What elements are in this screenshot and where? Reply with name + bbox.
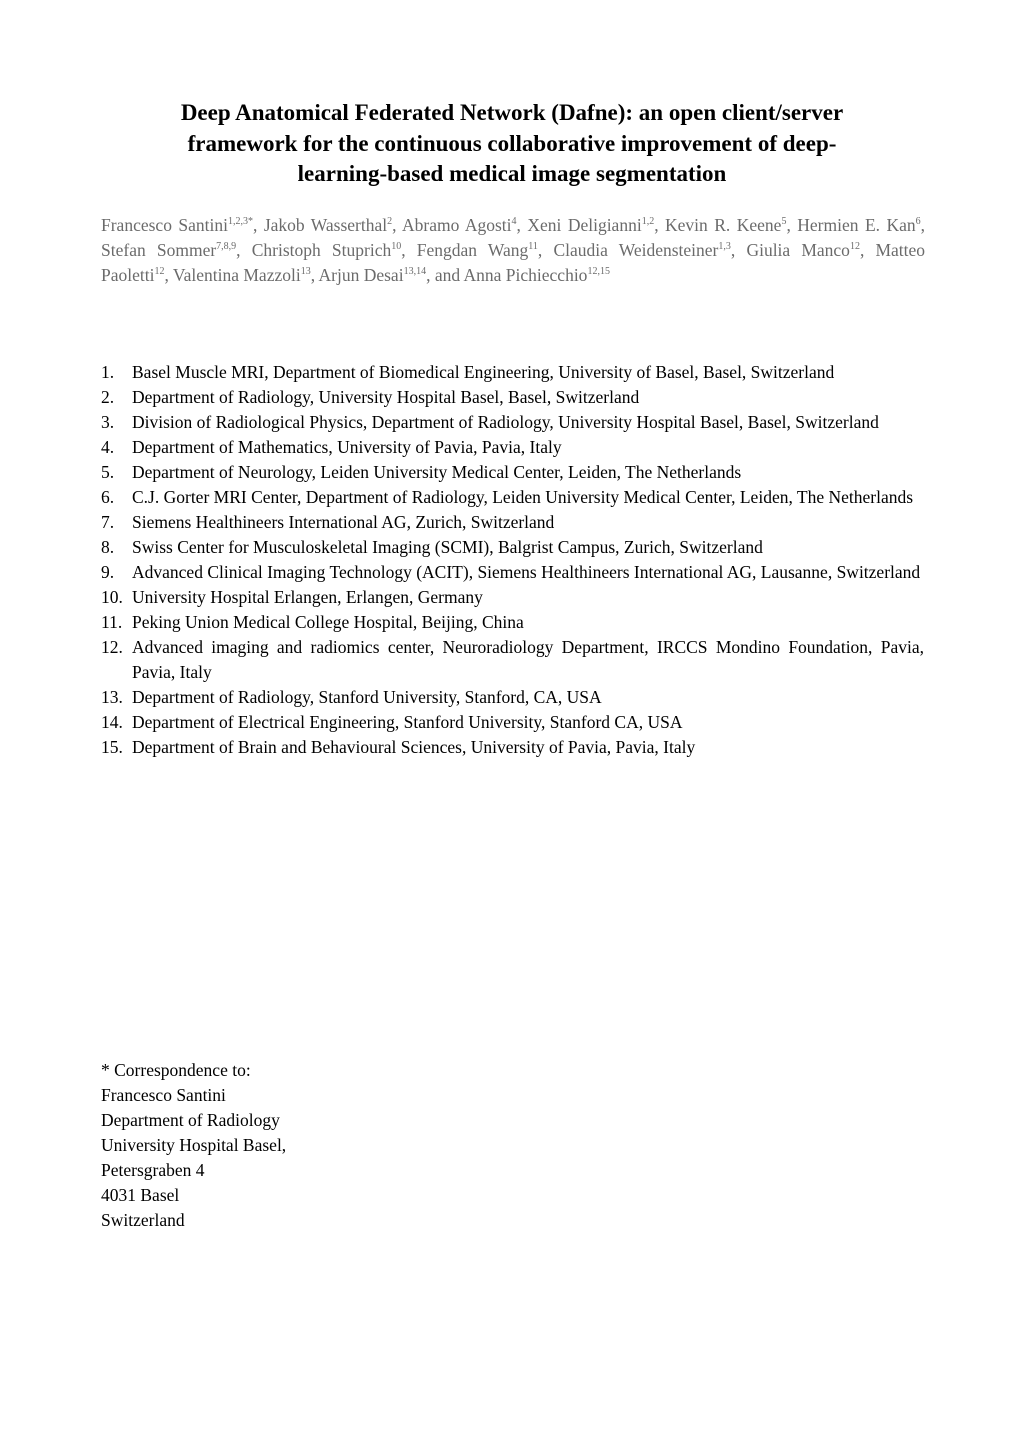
author-name: Kevin R. Keene <box>665 215 782 235</box>
author-separator: , <box>859 240 876 260</box>
author-separator: , and <box>426 265 464 285</box>
affiliation-item <box>101 585 924 610</box>
author-affiliation-marker: 11 <box>528 241 538 252</box>
affiliation-text: Advanced Clinical Imaging Technology (ACIT), Siemens Healthineers International AG, Lausanne, Switzerland <box>132 562 921 582</box>
correspondence-line: Francesco Santini <box>101 1085 226 1105</box>
affiliation-number: 4. <box>101 437 115 457</box>
author-name: Anna Pichiecchio <box>463 265 588 285</box>
affiliation-text: Basel Muscle MRI, Department of Biomedical Engineering, University of Basel, Basel, Switzerland <box>132 362 835 382</box>
author-list <box>101 213 925 288</box>
title-line: learning-based medical image segmentation <box>297 161 727 186</box>
affiliation-item <box>101 635 924 685</box>
author-separator: , <box>236 240 252 260</box>
affiliation-text: Division of Radiological Physics, Department of Radiology, University Hospital Basel, Basel, Switzerland <box>132 412 879 432</box>
author-separator: , <box>537 240 554 260</box>
author-name: Stefan Sommer <box>101 240 217 260</box>
author-affiliation-marker: 12,15 <box>587 266 610 277</box>
affiliation-text: Department of Radiology, Stanford University, Stanford, CA, USA <box>132 687 602 707</box>
author-name: Giulia Manco <box>746 240 850 260</box>
affiliation-item <box>101 560 924 585</box>
affiliation-item <box>101 410 924 435</box>
affiliation-item <box>101 460 924 485</box>
author-affiliation-marker: 1,3 <box>718 241 731 252</box>
author-affiliation-marker: 2 <box>387 216 393 227</box>
affiliation-item <box>101 385 924 410</box>
author-name: Abramo Agosti <box>402 215 512 235</box>
affiliation-text: Advanced imaging and radiomics center, Neuroradiology Department, IRCCS Mondino Foundation, Pavia, Pavia, Italy <box>132 637 924 682</box>
affiliation-text: Department of Electrical Engineering, Stanford University, Stanford CA, USA <box>132 712 683 732</box>
affiliation-text: Department of Brain and Behavioural Sciences, University of Pavia, Pavia, Italy <box>132 737 696 757</box>
author-separator: , <box>730 240 747 260</box>
correspondence-line: 4031 Basel <box>101 1185 180 1205</box>
affiliation-number: 3. <box>101 412 115 432</box>
affiliation-number: 9. <box>101 562 115 582</box>
author-name: Arjun Desai <box>318 265 404 285</box>
affiliation-text: University Hospital Erlangen, Erlangen, Germany <box>132 587 483 607</box>
correspondence-block <box>101 1058 286 1233</box>
author-name: Christoph Stuprich <box>251 240 392 260</box>
author-separator: , <box>401 240 417 260</box>
affiliation-text: C.J. Gorter MRI Center, Department of Radiology, Leiden University Medical Center, Leiden, The Netherlands <box>132 487 914 507</box>
author-affiliation-marker: 4 <box>511 216 517 227</box>
author-name: Xeni Deligianni <box>527 215 642 235</box>
title-line: Deep Anatomical Federated Network (Dafne): an open client/server <box>180 100 844 125</box>
affiliation-number: 6. <box>101 487 115 507</box>
affiliation-number: 11. <box>101 612 123 632</box>
author-affiliation-marker: 1,2 <box>641 216 655 227</box>
author-separator: , <box>310 265 319 285</box>
affiliation-item <box>101 735 924 760</box>
correspondence-line: Department of Radiology <box>101 1110 280 1130</box>
affiliation-item <box>101 435 924 460</box>
title-line: framework for the continuous collaborative improvement of deep- <box>187 130 837 156</box>
affiliation-number: 5. <box>101 462 115 482</box>
author-affiliation-marker: 13,14 <box>403 266 427 277</box>
author-separator: , <box>164 265 173 285</box>
affiliation-number: 1. <box>101 362 115 382</box>
affiliation-text: Peking Union Medical College Hospital, Beijing, China <box>132 612 524 632</box>
correspondence-line: University Hospital Basel, <box>101 1135 287 1155</box>
author-affiliation-marker: 7,8,9 <box>216 241 237 252</box>
author-name: Claudia Weidensteiner <box>553 240 719 260</box>
author-affiliation-marker: 10 <box>391 241 402 252</box>
author-separator: , <box>392 215 402 235</box>
affiliation-text: Department of Mathematics, University of Pavia, Pavia, Italy <box>132 437 562 457</box>
author-affiliation-marker: 12 <box>849 241 860 252</box>
affiliation-item <box>101 485 924 510</box>
affiliation-item <box>101 710 924 735</box>
author-name: Valentina Mazzoli <box>172 265 301 285</box>
affiliation-item <box>101 510 924 535</box>
author-affiliation-marker: 5 <box>781 216 787 227</box>
correspondence-line: Petersgraben 4 <box>101 1160 205 1180</box>
affiliation-number: 2. <box>101 387 115 407</box>
author-separator: , <box>516 215 528 235</box>
author-separator: , <box>920 215 925 235</box>
author-separator: , <box>654 215 666 235</box>
affiliation-number: 15. <box>101 737 123 757</box>
author-name: Francesco Santini <box>101 215 228 235</box>
author-affiliation-marker: 1,2,3* <box>227 216 253 227</box>
correspondence-heading: * Correspondence to: <box>101 1060 251 1080</box>
affiliation-list <box>101 360 924 760</box>
author-name: Matteo Paoletti <box>101 240 926 285</box>
affiliation-item <box>101 360 924 385</box>
affiliation-number: 14. <box>101 712 123 732</box>
author-name: Jakob Wasserthal <box>263 215 388 235</box>
affiliation-number: 10. <box>101 587 123 607</box>
paper-title <box>100 98 924 190</box>
affiliation-text: Swiss Center for Musculoskeletal Imaging (SCMI), Balgrist Campus, Zurich, Switzerland <box>132 537 763 557</box>
author-separator: , <box>252 215 264 235</box>
author-affiliation-marker: 13 <box>300 266 311 277</box>
author-name: Hermien E. Kan <box>797 215 916 235</box>
affiliation-item <box>101 610 924 635</box>
author-affiliation-marker: 6 <box>915 216 921 227</box>
affiliation-text: Department of Radiology, University Hospital Basel, Basel, Switzerland <box>132 387 640 407</box>
affiliation-number: 12. <box>101 637 123 657</box>
author-name: Fengdan Wang <box>416 240 529 260</box>
affiliation-number: 8. <box>101 537 115 557</box>
author-affiliation-marker: 12 <box>154 266 165 277</box>
correspondence-line: Switzerland <box>101 1210 185 1230</box>
affiliation-text: Siemens Healthineers International AG, Zurich, Switzerland <box>132 512 555 532</box>
affiliation-number: 7. <box>101 512 115 532</box>
author-separator: , <box>786 215 798 235</box>
affiliation-text: Department of Neurology, Leiden University Medical Center, Leiden, The Netherlands <box>132 462 742 482</box>
affiliation-item <box>101 685 924 710</box>
affiliation-item <box>101 535 924 560</box>
affiliation-number: 13. <box>101 687 123 707</box>
